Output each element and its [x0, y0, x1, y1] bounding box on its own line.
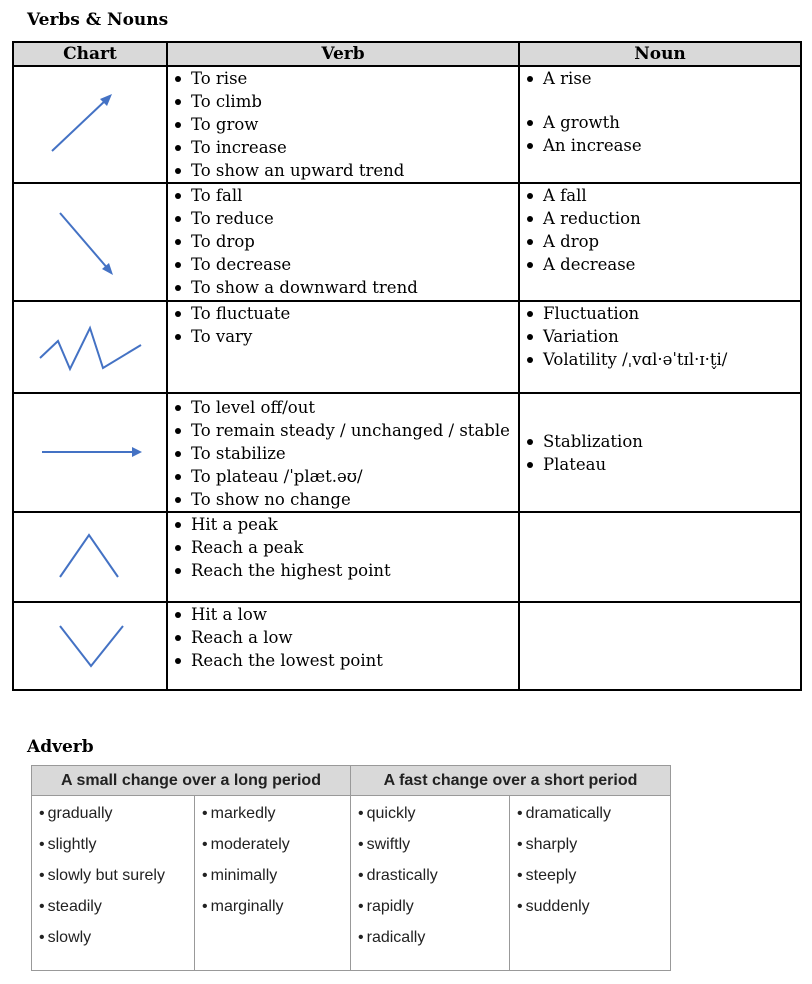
list-item: A fall	[525, 184, 800, 207]
list-item: To increase	[173, 136, 518, 159]
verb-cell	[167, 512, 519, 602]
list-item: • sharply	[517, 829, 670, 860]
list-item: To remain steady / unchanged / stable	[173, 419, 518, 442]
table-row	[13, 66, 801, 183]
trough-line-icon	[14, 606, 168, 686]
list-item: To show no change	[173, 488, 518, 511]
list-item: • swiftly	[358, 829, 509, 860]
verbs-nouns-table	[12, 41, 802, 691]
adverb-table	[31, 765, 671, 971]
list-item: To show a downward trend	[173, 276, 518, 299]
list-item: • minimally	[202, 860, 350, 891]
peak-line-icon	[14, 517, 168, 597]
chart-cell	[13, 183, 167, 301]
list-item: To stabilize	[173, 442, 518, 465]
verb-cell	[167, 183, 519, 301]
list-item: • drastically	[358, 860, 509, 891]
adverb-row	[32, 796, 671, 971]
list-item: • moderately	[202, 829, 350, 860]
list-item: Plateau	[525, 453, 800, 476]
list-item: Fluctuation	[525, 302, 800, 325]
list-item: To rise	[173, 67, 518, 90]
list-item: • quickly	[358, 798, 509, 829]
list-item: To show an upward trend	[173, 159, 518, 182]
table-row	[13, 512, 801, 602]
list-item: • steeply	[517, 860, 670, 891]
adverb-column	[195, 796, 351, 971]
table-row	[13, 602, 801, 690]
noun-cell	[519, 301, 801, 393]
table-row	[13, 393, 801, 512]
list-item: To climb	[173, 90, 518, 113]
list-item: To drop	[173, 230, 518, 253]
list-item: • slightly	[39, 829, 194, 860]
adverb-title: Adverb	[27, 737, 94, 757]
noun-cell	[519, 66, 801, 183]
list-item: Reach the highest point	[173, 559, 518, 582]
adverb-column	[32, 796, 195, 971]
list-item: To plateau /ˈplæt.əʊ/	[173, 465, 518, 488]
list-item: • dramatically	[517, 798, 670, 829]
noun-cell	[519, 393, 801, 512]
list-item: To grow	[173, 113, 518, 136]
zigzag-line-icon	[14, 307, 168, 387]
chart-cell	[13, 602, 167, 690]
page-title: Verbs & Nouns	[27, 10, 169, 30]
downward-arrow-icon	[14, 187, 168, 297]
verb-cell	[167, 301, 519, 393]
list-item: • suddenly	[517, 891, 670, 922]
list-item: • radically	[358, 922, 509, 953]
adverb-header-row	[32, 766, 671, 796]
noun-cell	[519, 512, 801, 602]
list-item: Hit a peak	[173, 513, 518, 536]
list-item: • slowly but surely	[39, 860, 194, 891]
table-row	[13, 183, 801, 301]
upward-arrow-icon	[14, 70, 168, 180]
list-item: A growth	[525, 111, 800, 134]
verb-cell	[167, 602, 519, 690]
horizontal-arrow-icon	[14, 433, 168, 473]
noun-cell	[519, 183, 801, 301]
list-item: • slowly	[39, 922, 194, 953]
header-fast-change: A fast change over a short period	[351, 766, 671, 796]
table-header-row	[13, 42, 801, 66]
list-item: • steadily	[39, 891, 194, 922]
list-item: • rapidly	[358, 891, 509, 922]
list-item: To decrease	[173, 253, 518, 276]
list-item: To level off/out	[173, 396, 518, 419]
noun-cell	[519, 602, 801, 690]
verb-cell	[167, 393, 519, 512]
chart-cell	[13, 393, 167, 512]
header-verb: Verb	[167, 42, 519, 66]
header-noun: Noun	[519, 42, 801, 66]
chart-cell	[13, 301, 167, 393]
list-item: A drop	[525, 230, 800, 253]
list-item: Reach a low	[173, 626, 518, 649]
list-item: Reach a peak	[173, 536, 518, 559]
list-item: Reach the lowest point	[173, 649, 518, 672]
list-item: To fall	[173, 184, 518, 207]
verb-cell	[167, 66, 519, 183]
chart-cell	[13, 66, 167, 183]
list-item: Volatility /ˌvɑl·əˈtɪl·ɪ·t̬i/	[525, 348, 800, 371]
list-item: A decrease	[525, 253, 800, 276]
list-item: To fluctuate	[173, 302, 518, 325]
list-item: Stablization	[525, 430, 800, 453]
header-chart: Chart	[13, 42, 167, 66]
list-item: • markedly	[202, 798, 350, 829]
list-item: To reduce	[173, 207, 518, 230]
adverb-column	[351, 796, 510, 971]
list-item: A rise	[525, 67, 800, 90]
table-row	[13, 301, 801, 393]
adverb-column	[510, 796, 671, 971]
list-item: To vary	[173, 325, 518, 348]
chart-cell	[13, 512, 167, 602]
list-item: Variation	[525, 325, 800, 348]
list-item: • marginally	[202, 891, 350, 922]
header-small-change: A small change over a long period	[32, 766, 351, 796]
list-item: Hit a low	[173, 603, 518, 626]
list-item: A reduction	[525, 207, 800, 230]
list-item: An increase	[525, 134, 800, 157]
list-item: • gradually	[39, 798, 194, 829]
